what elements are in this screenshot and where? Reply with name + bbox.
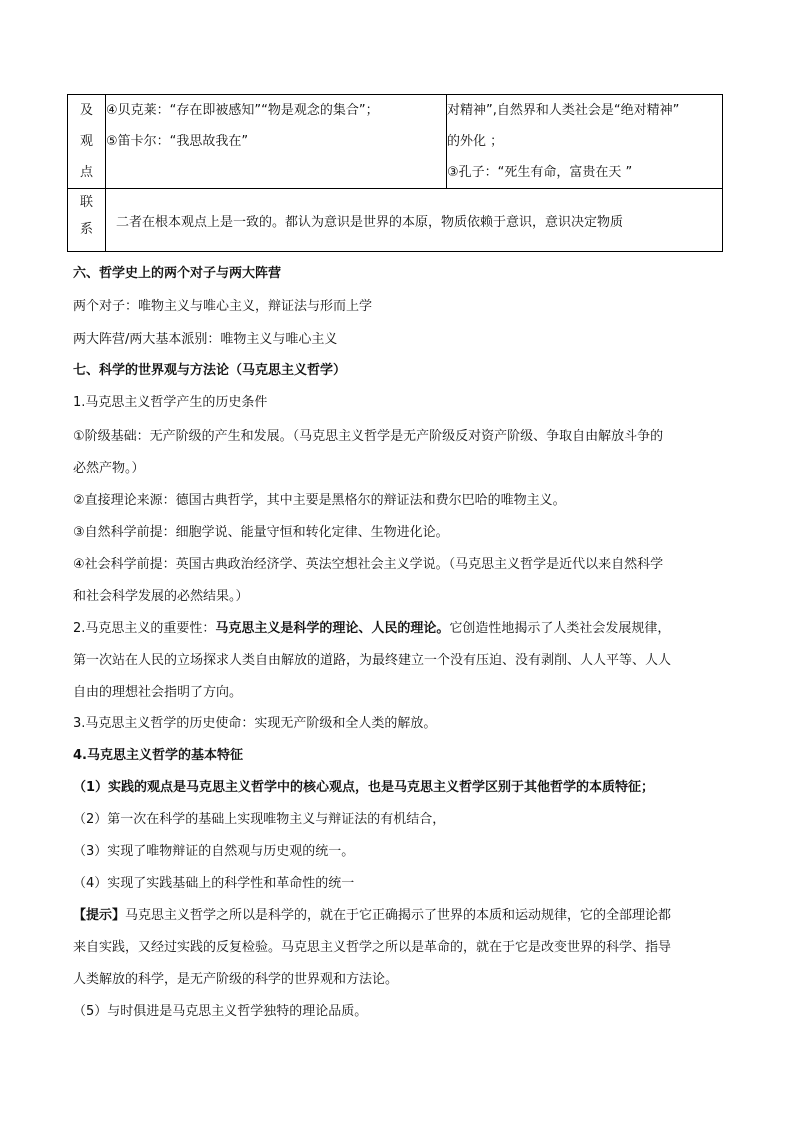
subsection-title: 2.马克思主义的重要性： [73,621,216,636]
paragraph-line: 来自实践，又经过实践的反复检验。马克思主义哲学之所以是革命的，就在于它是改变世界的科学、指导 [73,940,672,955]
connection-cell: 二者在根本观点上是一致的。都认为意识是世界的本原，物质依赖于意识，意识决定物质 [106,189,723,252]
row-label-cell [68,189,106,252]
paragraph-text: 马克思主义哲学之所以是科学的，就在于它正确揭示了世界的本质和运动规律，它的全部理论都 [125,908,672,923]
section-heading: 六、哲学史上的两个对子与两大阵营 [73,266,282,281]
paragraph-line: 自由的理想社会指明了方向。 [73,685,243,700]
feature-item: （3）实现了唯物辩证的自然观与历史观的统一。 [73,844,355,859]
paragraph-line: 人类解放的科学，是无产阶级的科学的世界观和方法论。 [73,972,399,987]
paragraph-line: ④社会科学前提：英国古典政治经济学、英法空想社会主义学说。（马克思主义哲学是近代以来自然科学 [73,557,664,572]
paragraph-line: 和社会科学发展的必然结果。） [73,589,249,604]
subsection-title: 4.马克思主义哲学的基本特征 [73,748,243,763]
paragraph-line [73,617,670,636]
feature-item: （5）与时俱进是马克思主义哲学独特的理论品质。 [73,1004,368,1019]
feature-item: （2）第一次在科学的基础上实现唯物主义与辩证法的有机结合， [73,812,446,827]
idealism-examples-cell [106,95,447,189]
paragraph-line: 3.马克思主义哲学的历史使命：实现无产阶级和全人类的解放。 [73,716,437,731]
row-label-cell [68,95,106,189]
paragraph-line: 两个对子：唯物主义与唯心主义，辩证法与形而上学 [73,299,373,314]
row-label-char: 及 [79,103,93,118]
cell-line: 的外化 ； [447,134,504,149]
table-row [68,95,723,189]
row-label-char: 点 [79,165,93,180]
cell-line: 对精神”,自然界和人类社会是“绝对精神” [447,103,680,118]
section-heading: 七、科学的世界观与方法论（马克思主义哲学） [73,363,347,378]
objective-idealism-cell [447,95,723,189]
tip-label: 【提示】 [73,908,126,923]
paragraph-line: 两大阵营/两大基本派别：唯物主义与唯心主义 [73,332,338,347]
paragraph-line: 第一次站在人民的立场探求人类自由解放的道路，为最终建立一个没有压迫、没有剥削、人人平等、人人 [73,653,672,668]
paragraph-line: ①阶级基础：无产阶级的产生和发展。（马克思主义哲学是无产阶级反对资产阶级、争取自由解放斗争的 [73,429,664,444]
comparison-table [67,94,723,252]
subsection-title: 1.马克思主义哲学产生的历史条件 [73,395,268,410]
row-label-char: 观 [79,134,93,149]
feature-item: （4）实现了实践基础上的科学性和革命性的统一 [73,876,355,891]
paragraph-line: ③自然科学前提：细胞学说、能量守恒和转化定律、生物进化论。 [73,525,449,540]
cell-line: ④贝克莱：“存在即被感知”“物是观念的集合”； [106,103,379,118]
paragraph-line: 必然产物。） [73,461,145,476]
paragraph-text: 它创造性地揭示了人类社会发展规律， [449,621,671,636]
paragraph-line [73,904,671,923]
feature-item: （1）实践的观点是马克思主义哲学中的核心观点，也是马克思主义哲学区别于其他哲学的本质特征； [73,780,655,795]
row-label-char: 联 [79,195,93,210]
cell-line: ⑤笛卡尔：“我思故我在” [106,134,249,149]
table-row [68,189,723,252]
paragraph-line: ②直接理论来源：德国古典哲学，其中主要是黑格尔的辩证法和费尔巴哈的唯物主义。 [73,493,566,508]
row-label-char: 系 [79,222,93,237]
cell-line: ③孔子：“死生有命，富贵在天 ” [447,165,633,180]
emphasis-text: 马克思主义是科学的理论、人民的理论。 [215,621,450,636]
